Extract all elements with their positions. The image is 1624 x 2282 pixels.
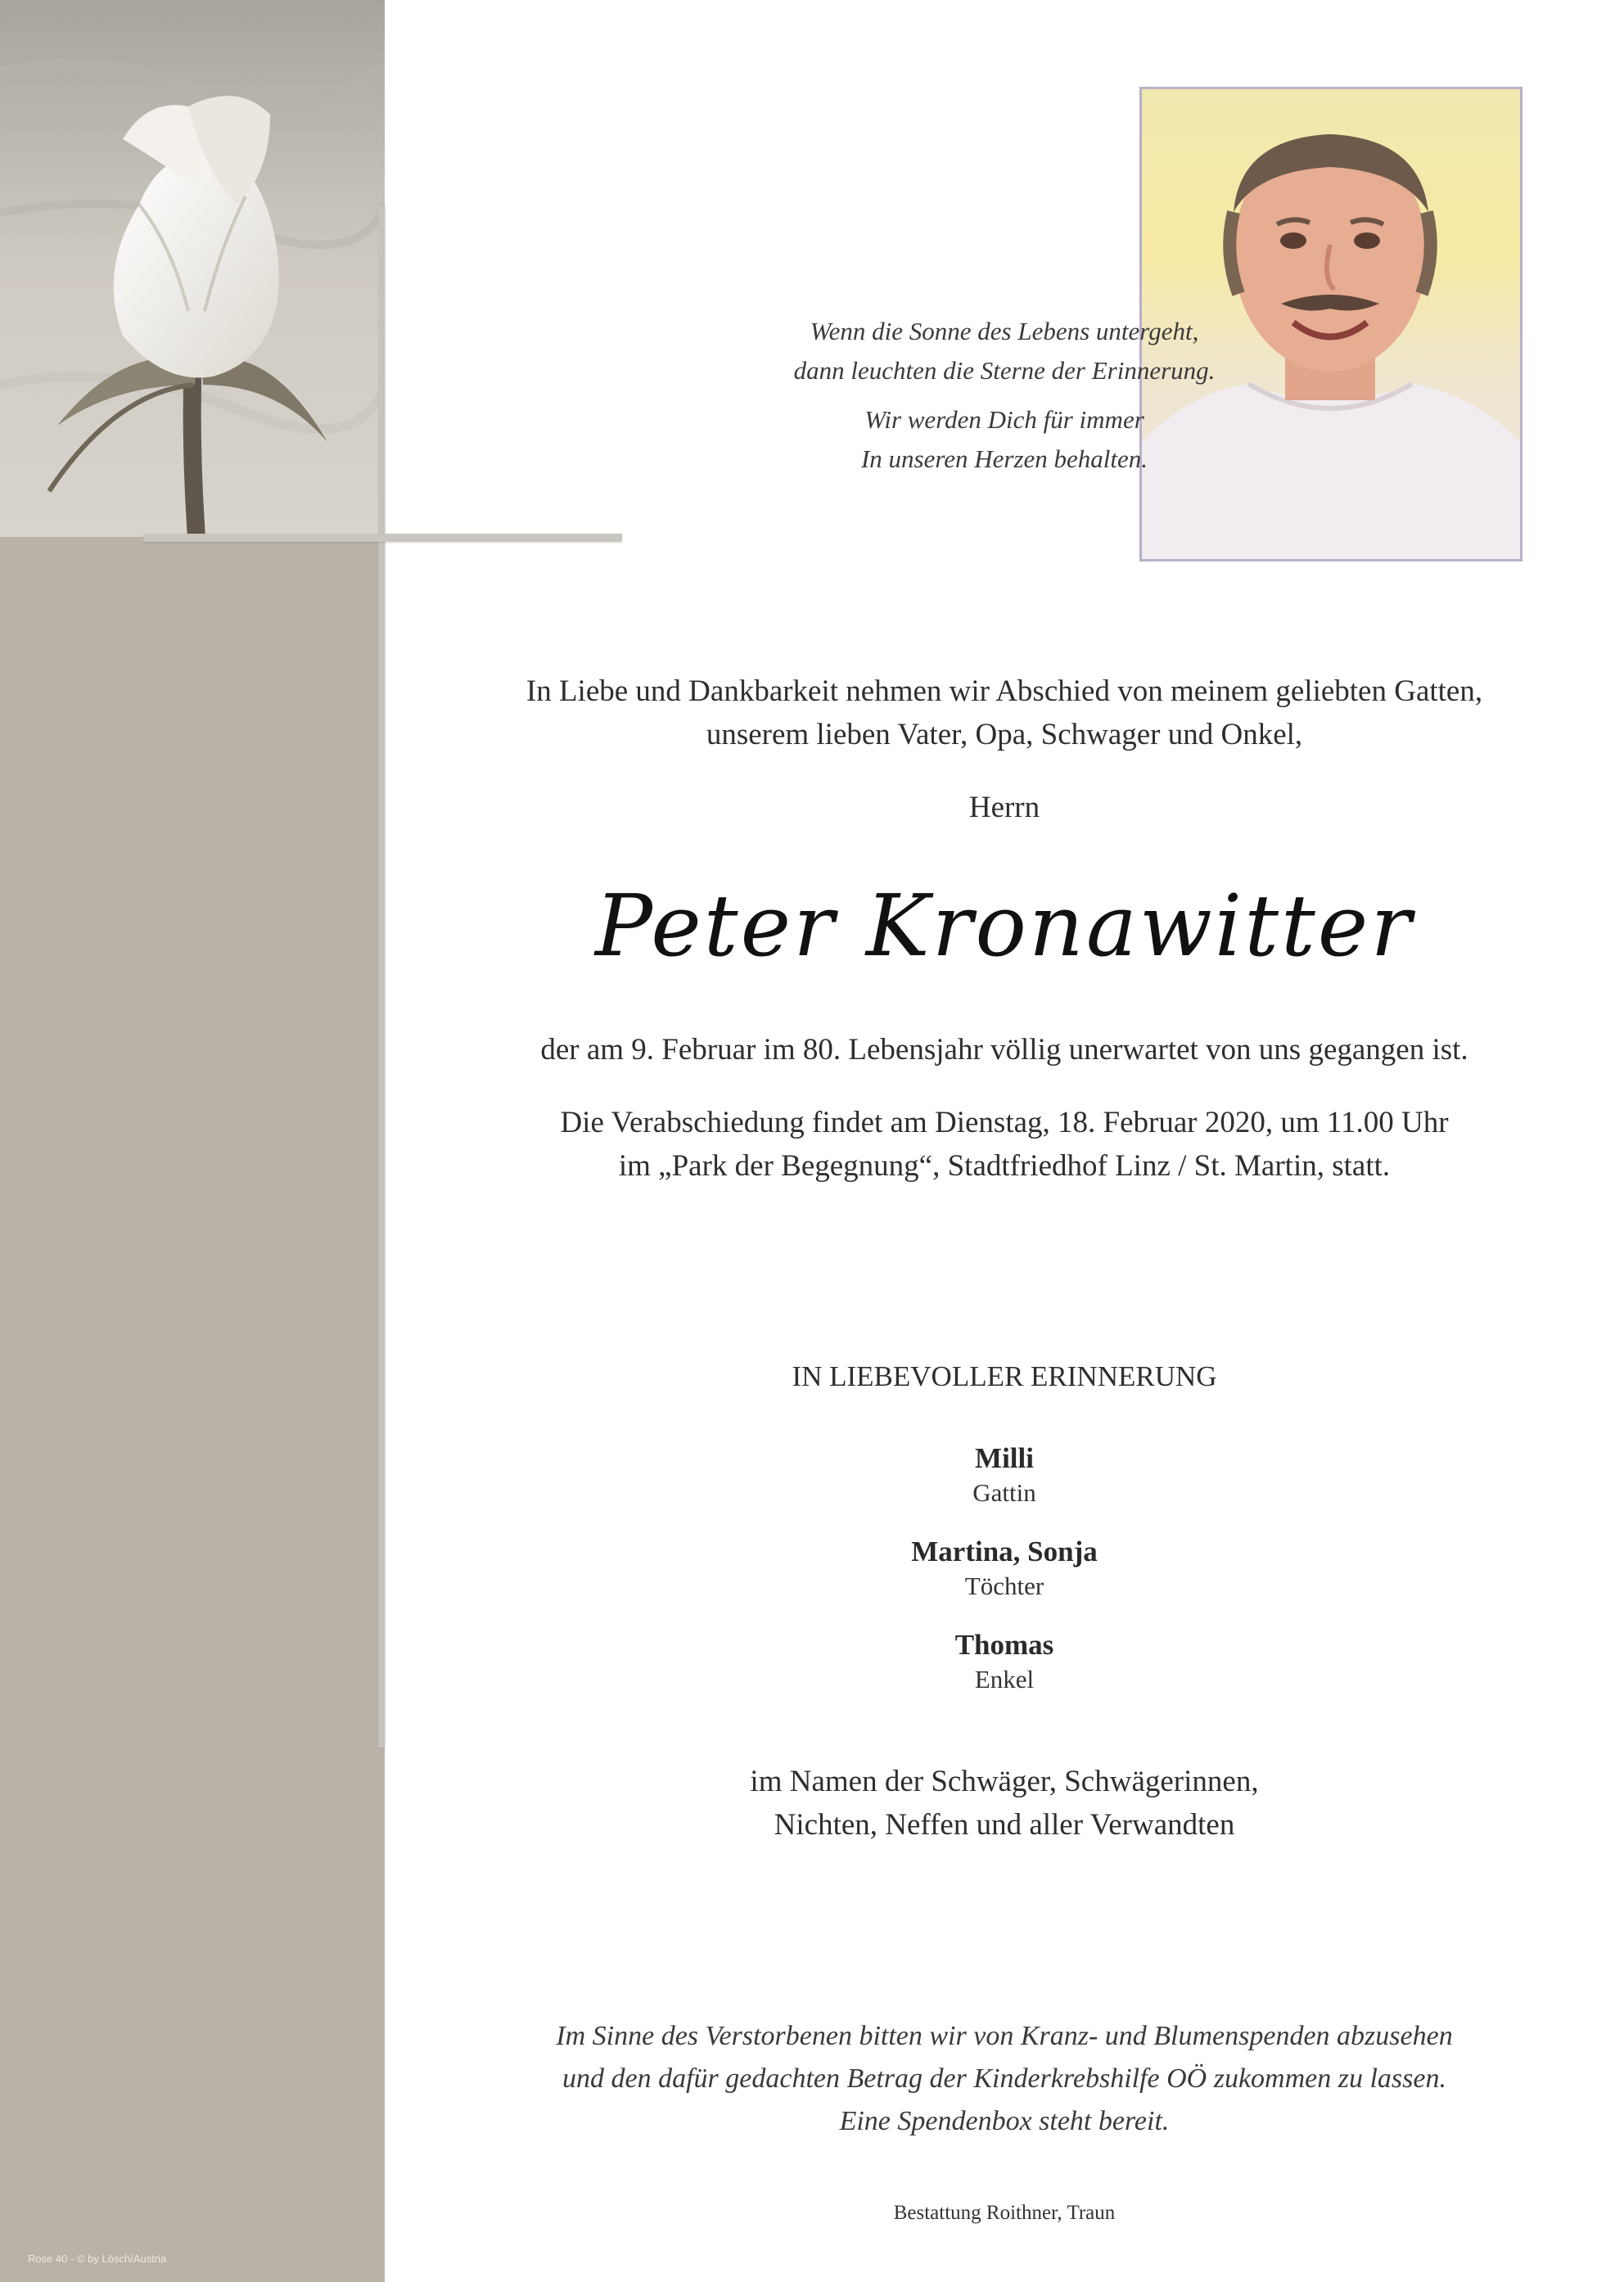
rose-image xyxy=(0,0,385,537)
text-column xyxy=(385,0,1624,2282)
donation-line: Im Sinne des Verstorbenen bitten wir von Kranz- und Blumenspenden abzusehen xyxy=(556,2021,1453,2051)
family-member-relation: Gattin xyxy=(972,1478,1036,1507)
family-member-relation: Enkel xyxy=(974,1665,1035,1693)
quote-line: In unseren Herzen behalten. xyxy=(860,444,1148,473)
farewell-info xyxy=(385,1101,1624,1188)
relatives-line: Nichten, Neffen und aller Verwandten xyxy=(774,1808,1235,1842)
relatives-line: im Namen der Schwäger, Schwägerinnen, xyxy=(750,1765,1259,1798)
donation-line: Eine Spendenbox steht bereit. xyxy=(839,2106,1170,2136)
quote-block xyxy=(385,312,1624,479)
cross-vertical-bar xyxy=(378,205,385,1748)
family-member-name: Milli xyxy=(975,1442,1034,1474)
farewell-line: im „Park der Begegnung“, Stadtfriedhof Linz / St. Martin, statt. xyxy=(618,1149,1391,1183)
quote-line: Wir werden Dich für immer xyxy=(864,405,1144,434)
deceased-name: Peter Kronawitter xyxy=(594,876,1414,976)
death-notice: der am 9. Februar im 80. Lebensjahr völlig unerwartet von uns gegangen ist. xyxy=(540,1033,1468,1067)
family-member xyxy=(385,1627,1624,1696)
undertaker-credit: Bestattung Roithner, Traun xyxy=(893,2202,1116,2224)
salutation: Herrn xyxy=(968,791,1040,824)
relatives-text xyxy=(385,1760,1624,1847)
family-list xyxy=(385,1441,1624,1696)
family-member-name: Martina, Sonja xyxy=(911,1536,1098,1567)
quote-line: dann leuchten die Sterne der Erinnerung. xyxy=(793,356,1216,385)
family-member-relation: Töchter xyxy=(964,1572,1044,1600)
intro-line: unserem lieben Vater, Opa, Schwager und Onkel, xyxy=(706,718,1303,751)
intro-text xyxy=(385,670,1624,756)
farewell-line: Die Verabschiedung findet am Dienstag, 18. Februar 2020, um 11.00 Uhr xyxy=(560,1106,1449,1139)
donation-request xyxy=(385,2015,1624,2143)
family-member-name: Thomas xyxy=(954,1629,1054,1661)
intro-line: In Liebe und Dankbarkeit nehmen wir Abschied von meinem geliebten Gatten, xyxy=(526,674,1483,708)
image-credit: Rose 40 - © by Lösch/Austria xyxy=(28,2253,167,2265)
family-member xyxy=(385,1534,1624,1603)
rose-illustration xyxy=(0,0,385,537)
family-member xyxy=(385,1441,1624,1509)
memory-heading: IN LIEBEVOLLER ERINNERUNG xyxy=(792,1360,1217,1392)
quote-line: Wenn die Sonne des Lebens untergeht, xyxy=(810,317,1199,345)
donation-line: und den dafür gedachten Betrag der Kinderkrebshilfe OÖ zukommen zu lassen. xyxy=(562,2063,1446,2094)
